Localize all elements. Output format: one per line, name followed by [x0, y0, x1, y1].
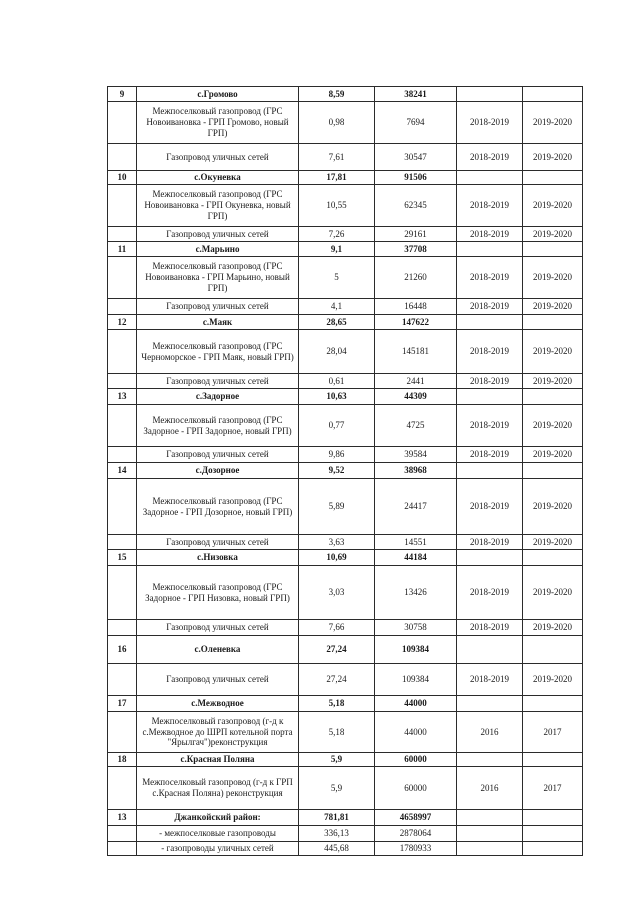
gas-pipeline-table — [107, 86, 583, 856]
object-name-cell: Газопровод уличных сетей — [137, 299, 299, 315]
row-number-cell — [108, 826, 137, 842]
table-row — [108, 479, 583, 535]
object-name-cell: с.Громово — [137, 87, 299, 102]
table-row — [108, 664, 583, 696]
row-number-cell — [108, 566, 137, 620]
table-row — [108, 535, 583, 550]
row-number-cell — [108, 712, 137, 753]
cost-cell: 2441 — [375, 374, 457, 389]
length-km-cell: 5,18 — [299, 712, 375, 753]
length-km-cell: 10,69 — [299, 550, 375, 566]
length-km-cell: 3,63 — [299, 535, 375, 550]
table-row — [108, 299, 583, 315]
object-name-cell: Газопровод уличных сетей — [137, 620, 299, 636]
cost-cell: 30547 — [375, 144, 457, 171]
cost-cell: 13426 — [375, 566, 457, 620]
object-name-cell: Межпоселковый газопровод (г-д к ГРП с.Красная Поляна) реконструкция — [137, 767, 299, 810]
row-number-cell: 16 — [108, 636, 137, 664]
object-name-cell: с.Красная Поляна — [137, 753, 299, 767]
start-period-cell — [457, 842, 523, 856]
end-period-cell: 2019-2020 — [523, 330, 583, 374]
row-number-cell: 14 — [108, 463, 137, 479]
row-number-cell: 12 — [108, 315, 137, 330]
end-period-cell — [523, 696, 583, 712]
table-body — [108, 87, 583, 856]
length-km-cell: 8,59 — [299, 87, 375, 102]
cost-cell: 2878064 — [375, 826, 457, 842]
cost-cell: 29161 — [375, 227, 457, 242]
cost-cell: 60000 — [375, 753, 457, 767]
cost-cell: 4725 — [375, 405, 457, 447]
end-period-cell — [523, 753, 583, 767]
cost-cell: 16448 — [375, 299, 457, 315]
row-number-cell — [108, 842, 137, 856]
table-row — [108, 257, 583, 299]
end-period-cell — [523, 550, 583, 566]
object-name-cell: Межпоселковый газопровод (ГРС Новоивановка - ГРП Марьино, новый ГРП) — [137, 257, 299, 299]
object-name-cell: - межпоселковые газопроводы — [137, 826, 299, 842]
table-row — [108, 620, 583, 636]
start-period-cell: 2016 — [457, 712, 523, 753]
start-period-cell — [457, 171, 523, 185]
summary-row — [108, 842, 583, 856]
row-number-cell: 15 — [108, 550, 137, 566]
row-number-cell — [108, 664, 137, 696]
length-km-cell: 9,86 — [299, 447, 375, 463]
row-number-cell: 13 — [108, 389, 137, 405]
cost-cell: 109384 — [375, 664, 457, 696]
start-period-cell: 2018-2019 — [457, 479, 523, 535]
settlement-row — [108, 389, 583, 405]
end-period-cell: 2019-2020 — [523, 102, 583, 144]
cost-cell: 91506 — [375, 171, 457, 185]
object-name-cell: Газопровод уличных сетей — [137, 535, 299, 550]
start-period-cell — [457, 242, 523, 257]
start-period-cell: 2018-2019 — [457, 299, 523, 315]
object-name-cell: Межпоселковый газопровод (г-д к с.Межводное до ШРП котельной порта "Ярылгач")реконструкция — [137, 712, 299, 753]
start-period-cell: 2018-2019 — [457, 664, 523, 696]
row-number-cell — [108, 405, 137, 447]
object-name-cell: с.Маяк — [137, 315, 299, 330]
length-km-cell: 9,52 — [299, 463, 375, 479]
start-period-cell: 2018-2019 — [457, 227, 523, 242]
object-name-cell: с.Межводное — [137, 696, 299, 712]
length-km-cell: 0,77 — [299, 405, 375, 447]
table-row — [108, 767, 583, 810]
row-number-cell — [108, 227, 137, 242]
cost-cell: 24417 — [375, 479, 457, 535]
settlement-row — [108, 315, 583, 330]
length-km-cell: 781,81 — [299, 810, 375, 826]
object-name-cell: Межпоселковый газопровод (ГРС Черноморское - ГРП Маяк, новый ГРП) — [137, 330, 299, 374]
length-km-cell: 0,61 — [299, 374, 375, 389]
row-number-cell — [108, 185, 137, 227]
length-km-cell: 7,26 — [299, 227, 375, 242]
row-number-cell — [108, 144, 137, 171]
start-period-cell: 2018-2019 — [457, 330, 523, 374]
end-period-cell: 2019-2020 — [523, 664, 583, 696]
row-number-cell — [108, 374, 137, 389]
end-period-cell: 2019-2020 — [523, 227, 583, 242]
length-km-cell: 4,1 — [299, 299, 375, 315]
length-km-cell: 9,1 — [299, 242, 375, 257]
cost-cell: 39584 — [375, 447, 457, 463]
settlement-row — [108, 550, 583, 566]
cost-cell: 147622 — [375, 315, 457, 330]
start-period-cell — [457, 315, 523, 330]
row-number-cell — [108, 299, 137, 315]
table-row — [108, 185, 583, 227]
start-period-cell: 2018-2019 — [457, 185, 523, 227]
table-row — [108, 447, 583, 463]
row-number-cell — [108, 620, 137, 636]
length-km-cell: 5 — [299, 257, 375, 299]
cost-cell: 7694 — [375, 102, 457, 144]
length-km-cell: 10,63 — [299, 389, 375, 405]
row-number-cell: 18 — [108, 753, 137, 767]
cost-cell: 44000 — [375, 712, 457, 753]
end-period-cell — [523, 842, 583, 856]
length-km-cell: 27,24 — [299, 636, 375, 664]
row-number-cell: 17 — [108, 696, 137, 712]
end-period-cell: 2019-2020 — [523, 374, 583, 389]
length-km-cell: 3,03 — [299, 566, 375, 620]
start-period-cell — [457, 636, 523, 664]
total-row — [108, 810, 583, 826]
cost-cell: 145181 — [375, 330, 457, 374]
row-number-cell — [108, 330, 137, 374]
object-name-cell: Газопровод уличных сетей — [137, 144, 299, 171]
length-km-cell: 5,9 — [299, 753, 375, 767]
end-period-cell: 2019-2020 — [523, 405, 583, 447]
row-number-cell: 13 — [108, 810, 137, 826]
start-period-cell: 2016 — [457, 767, 523, 810]
cost-cell: 4658997 — [375, 810, 457, 826]
end-period-cell: 2017 — [523, 712, 583, 753]
table-row — [108, 102, 583, 144]
object-name-cell: Межпоселковый газопровод (ГРС Новоивановка - ГРП Громово, новый ГРП) — [137, 102, 299, 144]
object-name-cell: Межпоселковый газопровод (ГРС Задорное - ГРП Задорное, новый ГРП) — [137, 405, 299, 447]
end-period-cell — [523, 87, 583, 102]
length-km-cell: 7,61 — [299, 144, 375, 171]
row-number-cell: 9 — [108, 87, 137, 102]
settlement-row — [108, 171, 583, 185]
end-period-cell: 2019-2020 — [523, 257, 583, 299]
length-km-cell: 10,55 — [299, 185, 375, 227]
end-period-cell: 2017 — [523, 767, 583, 810]
object-name-cell: с.Задорное — [137, 389, 299, 405]
cost-cell: 37708 — [375, 242, 457, 257]
cost-cell: 1780933 — [375, 842, 457, 856]
settlement-row — [108, 242, 583, 257]
table-row — [108, 566, 583, 620]
start-period-cell — [457, 463, 523, 479]
table-row — [108, 227, 583, 242]
start-period-cell: 2018-2019 — [457, 257, 523, 299]
settlement-row — [108, 753, 583, 767]
length-km-cell: 7,66 — [299, 620, 375, 636]
start-period-cell — [457, 389, 523, 405]
length-km-cell: 27,24 — [299, 664, 375, 696]
table-row — [108, 374, 583, 389]
start-period-cell — [457, 87, 523, 102]
object-name-cell: Джанкойский район: — [137, 810, 299, 826]
end-period-cell — [523, 636, 583, 664]
end-period-cell — [523, 463, 583, 479]
end-period-cell: 2019-2020 — [523, 620, 583, 636]
start-period-cell: 2018-2019 — [457, 620, 523, 636]
object-name-cell: с.Дозорное — [137, 463, 299, 479]
row-number-cell — [108, 767, 137, 810]
start-period-cell — [457, 550, 523, 566]
table-row — [108, 144, 583, 171]
object-name-cell: Газопровод уличных сетей — [137, 374, 299, 389]
object-name-cell: с.Оленевка — [137, 636, 299, 664]
end-period-cell — [523, 171, 583, 185]
start-period-cell: 2018-2019 — [457, 102, 523, 144]
end-period-cell: 2019-2020 — [523, 144, 583, 171]
object-name-cell: Газопровод уличных сетей — [137, 447, 299, 463]
start-period-cell — [457, 826, 523, 842]
end-period-cell — [523, 389, 583, 405]
end-period-cell — [523, 242, 583, 257]
cost-cell: 109384 — [375, 636, 457, 664]
length-km-cell: 5,18 — [299, 696, 375, 712]
table-row — [108, 405, 583, 447]
cost-cell: 60000 — [375, 767, 457, 810]
end-period-cell: 2019-2020 — [523, 479, 583, 535]
cost-cell: 44184 — [375, 550, 457, 566]
row-number-cell — [108, 479, 137, 535]
end-period-cell: 2019-2020 — [523, 535, 583, 550]
end-period-cell: 2019-2020 — [523, 185, 583, 227]
length-km-cell: 336,13 — [299, 826, 375, 842]
settlement-row — [108, 636, 583, 664]
cost-cell: 62345 — [375, 185, 457, 227]
row-number-cell — [108, 535, 137, 550]
end-period-cell — [523, 315, 583, 330]
object-name-cell: Газопровод уличных сетей — [137, 664, 299, 696]
start-period-cell: 2018-2019 — [457, 405, 523, 447]
start-period-cell: 2018-2019 — [457, 566, 523, 620]
start-period-cell: 2018-2019 — [457, 374, 523, 389]
end-period-cell — [523, 810, 583, 826]
row-number-cell — [108, 447, 137, 463]
cost-cell: 14551 — [375, 535, 457, 550]
length-km-cell: 28,04 — [299, 330, 375, 374]
cost-cell: 21260 — [375, 257, 457, 299]
cost-cell: 44000 — [375, 696, 457, 712]
summary-row — [108, 826, 583, 842]
cost-cell: 44309 — [375, 389, 457, 405]
end-period-cell: 2019-2020 — [523, 299, 583, 315]
length-km-cell: 17,81 — [299, 171, 375, 185]
object-name-cell: Межпоселковый газопровод (ГРС Задорное - ГРП Низовка, новый ГРП) — [137, 566, 299, 620]
cost-cell: 38241 — [375, 87, 457, 102]
object-name-cell: Газопровод уличных сетей — [137, 227, 299, 242]
start-period-cell — [457, 810, 523, 826]
object-name-cell: с.Окуневка — [137, 171, 299, 185]
end-period-cell: 2019-2020 — [523, 447, 583, 463]
length-km-cell: 445,68 — [299, 842, 375, 856]
row-number-cell: 11 — [108, 242, 137, 257]
object-name-cell: Межпоселковый газопровод (ГРС Новоивановка - ГРП Окуневка, новый ГРП) — [137, 185, 299, 227]
object-name-cell: - газопроводы уличных сетей — [137, 842, 299, 856]
length-km-cell: 0,98 — [299, 102, 375, 144]
end-period-cell: 2019-2020 — [523, 566, 583, 620]
end-period-cell — [523, 826, 583, 842]
table-row — [108, 712, 583, 753]
settlement-row — [108, 696, 583, 712]
start-period-cell — [457, 696, 523, 712]
settlement-row — [108, 463, 583, 479]
object-name-cell: Межпоселковый газопровод (ГРС Задорное - ГРП Дозорное, новый ГРП) — [137, 479, 299, 535]
length-km-cell: 28,65 — [299, 315, 375, 330]
length-km-cell: 5,9 — [299, 767, 375, 810]
start-period-cell: 2018-2019 — [457, 447, 523, 463]
object-name-cell: с.Марьино — [137, 242, 299, 257]
start-period-cell: 2018-2019 — [457, 144, 523, 171]
settlement-row — [108, 87, 583, 102]
object-name-cell: с.Низовка — [137, 550, 299, 566]
start-period-cell — [457, 753, 523, 767]
table-row — [108, 330, 583, 374]
cost-cell: 38968 — [375, 463, 457, 479]
row-number-cell — [108, 102, 137, 144]
start-period-cell: 2018-2019 — [457, 535, 523, 550]
length-km-cell: 5,89 — [299, 479, 375, 535]
cost-cell: 30758 — [375, 620, 457, 636]
row-number-cell — [108, 257, 137, 299]
row-number-cell: 10 — [108, 171, 137, 185]
